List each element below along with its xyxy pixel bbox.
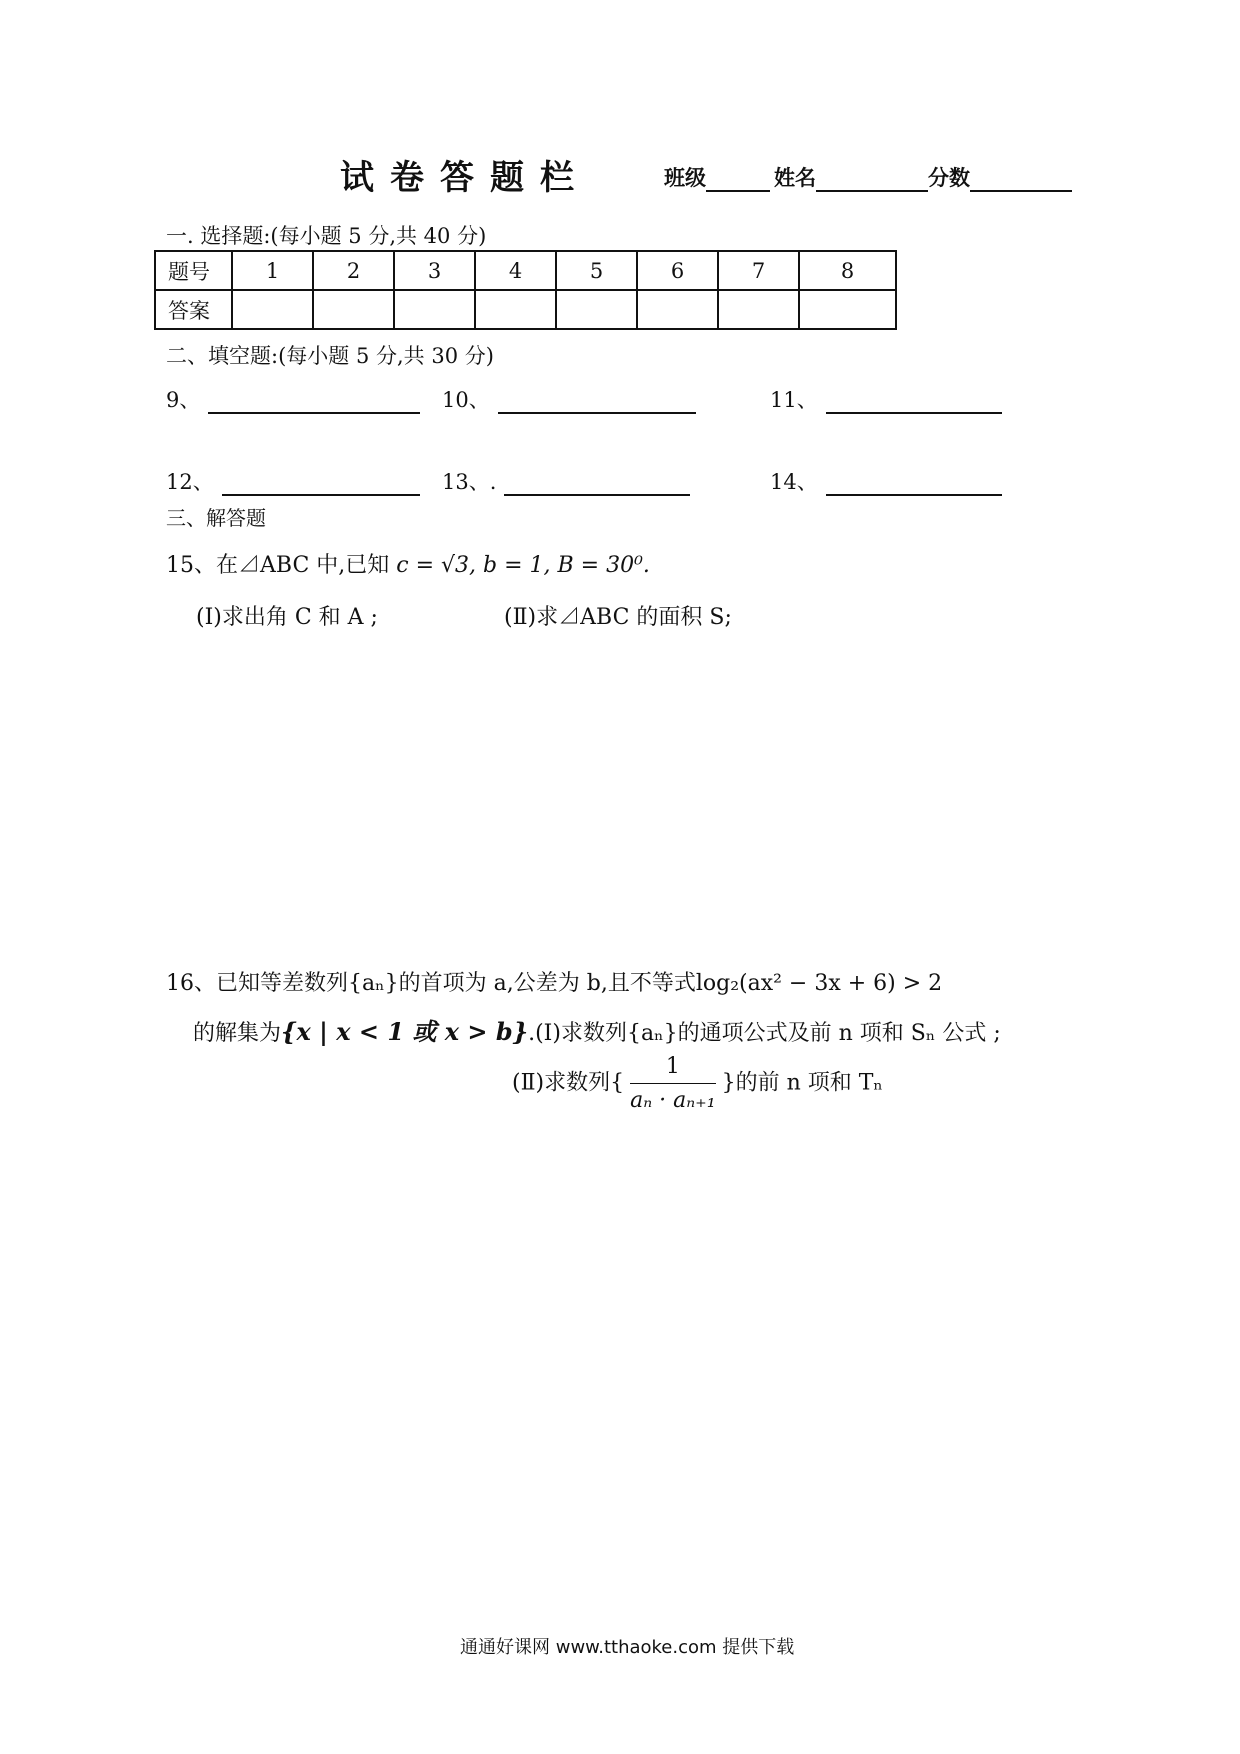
fill-item-11: [770, 384, 1002, 414]
q16-text: (Ⅱ)求数列{: [512, 1070, 625, 1096]
q16-fraction: [630, 1054, 715, 1113]
q16-text: }的前 n 项和 Tₙ: [721, 1070, 883, 1096]
fill-label: 12、: [166, 470, 214, 494]
question-number: 7: [718, 251, 799, 290]
answer-table: [154, 250, 897, 330]
q16-text: 的通项公式及前 n 项和 Sₙ 公式 ;: [677, 1021, 1001, 1046]
section3-heading: 三、解答题: [166, 506, 266, 530]
score-label: 分数: [928, 166, 970, 190]
q15-part2: (Ⅱ)求⊿ABC 的面积 S;: [504, 605, 732, 630]
row-label-number: 题号: [155, 251, 232, 290]
name-label: 姓名: [774, 166, 816, 190]
q16-text: 16、已知等差数列: [166, 971, 348, 996]
fill-label: 10、: [442, 388, 490, 412]
answer-cell[interactable]: [232, 290, 313, 329]
q15-condition: c = √3, b = 1, B = 30⁰.: [396, 553, 650, 578]
score-field: [928, 162, 1072, 192]
class-label: 班级: [664, 166, 706, 190]
answer-cell[interactable]: [637, 290, 718, 329]
fill-label: 11、: [770, 388, 818, 412]
q16-sequence: {aₙ}: [626, 1021, 678, 1046]
fill-label: 9、: [166, 388, 201, 412]
name-field: [774, 162, 928, 192]
fill-item-9: [166, 384, 420, 414]
fill-item-13: [442, 466, 690, 496]
fill-item-14: [770, 466, 1002, 496]
fill-item-12: [166, 466, 420, 496]
question-number: 1: [232, 251, 313, 290]
fraction-numerator: 1: [630, 1054, 715, 1084]
fraction-denominator: aₙ · aₙ₊₁: [630, 1088, 716, 1113]
question-number: 4: [475, 251, 556, 290]
class-blank[interactable]: [706, 168, 770, 192]
answer-cell[interactable]: [313, 290, 394, 329]
fill-blank[interactable]: [208, 392, 420, 414]
score-blank[interactable]: [970, 168, 1072, 192]
table-row-numbers: [155, 251, 896, 290]
question-16-line1: [166, 966, 942, 997]
q16-text: 的解集为: [193, 1021, 282, 1046]
fill-blank[interactable]: [826, 392, 1002, 414]
fill-item-10: [442, 384, 696, 414]
section1-heading: 一. 选择题:(每小题 5 分,共 40 分): [166, 224, 487, 248]
name-blank[interactable]: [816, 168, 928, 192]
q16-solution-set: {x | x < 1 或 x > b}: [281, 1017, 529, 1046]
fill-blank[interactable]: [504, 474, 690, 496]
footer-text: 通通好课网 www.tthaoke.com 提供下载: [460, 1637, 795, 1658]
question-16-line2: [193, 1012, 1001, 1047]
page-title: 试卷答题栏: [340, 158, 590, 198]
q16-sequence: {aₙ}: [348, 971, 399, 996]
q15-part1: (Ⅰ)求出角 C 和 A ;: [196, 605, 378, 630]
fill-blank[interactable]: [222, 474, 420, 496]
fill-label: 13、.: [442, 470, 497, 494]
fill-blank[interactable]: [498, 392, 696, 414]
answer-cell[interactable]: [475, 290, 556, 329]
question-number: 8: [799, 251, 896, 290]
answer-cell[interactable]: [556, 290, 637, 329]
question-15: [166, 548, 650, 579]
class-field: [664, 162, 770, 192]
question-16-line3: [512, 1054, 883, 1113]
question-number: 5: [556, 251, 637, 290]
q16-text: .(Ⅰ)求数列: [528, 1021, 627, 1046]
row-label-answer: 答案: [155, 290, 232, 329]
q16-inequality: log₂(ax² − 3x + 6) > 2: [695, 971, 943, 996]
question-number: 6: [637, 251, 718, 290]
table-row-answers: [155, 290, 896, 329]
answer-cell[interactable]: [718, 290, 799, 329]
fill-blank[interactable]: [826, 474, 1002, 496]
q15-prefix: 15、在⊿ABC 中,已知: [166, 553, 390, 578]
answer-cell[interactable]: [394, 290, 475, 329]
section2-heading: 二、填空题:(每小题 5 分,共 30 分): [166, 344, 494, 368]
question-number: 2: [313, 251, 394, 290]
q16-text: 的首项为 a,公差为 b,且不等式: [398, 971, 696, 996]
answer-cell[interactable]: [799, 290, 896, 329]
fill-label: 14、: [770, 470, 818, 494]
question-number: 3: [394, 251, 475, 290]
